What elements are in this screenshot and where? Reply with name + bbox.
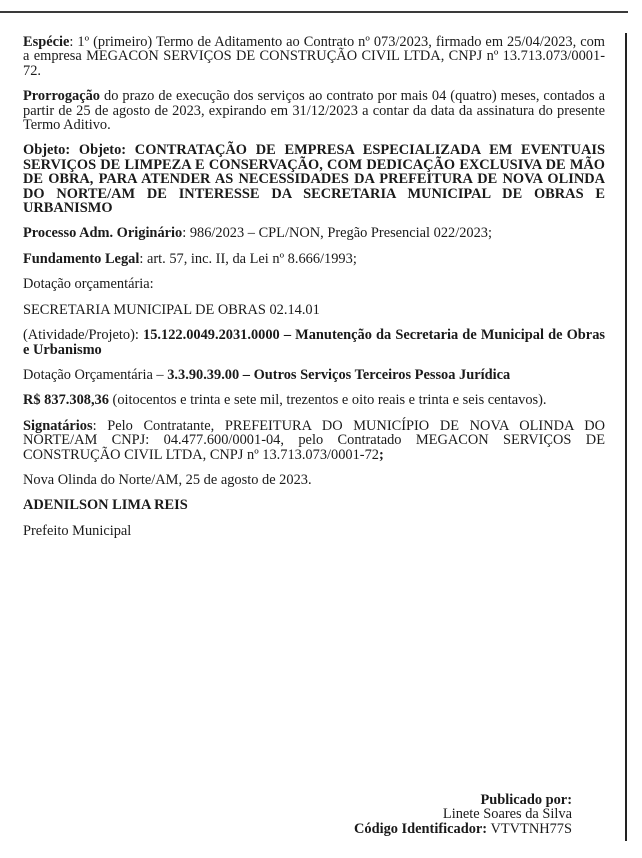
- processo-label: Processo Adm. Originário: [23, 225, 183, 242]
- publication-info: [354, 793, 572, 836]
- published-by-label: Publicado por:: [480, 792, 572, 808]
- fundamento-paragraph: [23, 252, 605, 266]
- prorrogacao-text: do prazo de execução dos serviços ao contrato por mais 04 (quatro) meses, contados a partir de 25 de agosto de 2023, expirando em 31/12/2023 a contar da data da assinatura do presente Termo Aditivo.: [23, 88, 605, 134]
- fundamento-text: : art. 57, inc. II, da Lei nº 8.666/1993;: [139, 250, 357, 267]
- top-divider: [0, 11, 628, 13]
- atividade-label: (Atividade/Projeto):: [23, 327, 144, 344]
- publisher-name: Linete Soares da Silva: [442, 806, 572, 823]
- atividade-value: 15.122.0049.2031.0000 – Manutenção da Secretaria de Municipal de Obras e Urbanismo: [23, 327, 605, 358]
- code-value: VTVTNH77S: [487, 820, 572, 837]
- document-body: [23, 35, 605, 549]
- signatarios-paragraph: [23, 419, 605, 462]
- dotacao-value: 3.3.90.39.00 – Outros Serviços Terceiros Pessoa Jurídica: [167, 366, 511, 383]
- code-label: Código Identificador:: [353, 820, 488, 837]
- dotacao-label: Dotação Orçamentária –: [23, 366, 168, 383]
- signatarios-end: ;: [378, 446, 384, 463]
- prorrogacao-label: Prorrogação: [23, 88, 100, 105]
- valor-paragraph: [23, 393, 605, 407]
- secretaria-line: SECRETARIA MUNICIPAL DE OBRAS 02.14.01: [23, 301, 320, 318]
- especie-text: : 1º (primeiro) Termo de Aditamento ao Contrato nº 073/2023, firmado em 25/04/2023, com a empresa MEGACON SERVIÇOS DE CONSTRUÇÃO CIVIL LTDA, CNPJ nº 13.713.073/0001-72.: [23, 34, 605, 79]
- dotacao-paragraph: [23, 368, 605, 382]
- processo-paragraph: [23, 226, 605, 240]
- fundamento-label: Fundamento Legal: [23, 250, 140, 267]
- code-line: [354, 822, 572, 836]
- especie-paragraph: [23, 35, 605, 78]
- atividade-paragraph: [23, 328, 605, 357]
- prorrogacao-paragraph: [23, 89, 605, 132]
- dotacao-heading: Dotação orçamentária:: [23, 276, 154, 293]
- signer-title: Prefeito Municipal: [23, 522, 132, 539]
- especie-label: Espécie: [23, 34, 70, 50]
- column-divider: [625, 33, 627, 841]
- signatarios-label: Signatários: [23, 417, 93, 434]
- valor-amount: R$ 837.308,36: [23, 392, 109, 409]
- objeto-paragraph: Objeto: Objeto: CONTRATAÇÃO DE EMPRESA ESPECIALIZADA EM EVENTUAIS SERVIÇOS DE LIMPEZA E CONSERVAÇÃO, COM DEDICAÇÃO EXCLUSIVA DE MÃO DE OBRA, PARA ATENDER AS NECESSIDADES DA PREFEITURA DE NOVA OLINDA DO NORTE/AM DE INTERESSE DA SECRETARIA MUNICIPAL DE OBRAS E URBANISMO: [23, 142, 605, 217]
- signer-name: ADENILSON LIMA REIS: [23, 497, 188, 514]
- processo-text: : 986/2023 – CPL/NON, Pregão Presencial 022/2023;: [182, 225, 492, 242]
- valor-text: (oitocentos e trinta e sete mil, trezentos e oito reais e trinta e seis centavos).: [108, 392, 547, 409]
- local-data: Nova Olinda do Norte/AM, 25 de agosto de 2023.: [23, 471, 312, 488]
- signatarios-text: : Pelo Contratante, PREFEITURA DO MUNICÍPIO DE NOVA OLINDA DO NORTE/AM CNPJ: 04.477.600/0001-04, pelo Contratado MEGACON SERVIÇOS DE CONSTRUÇÃO CIVIL LTDA, CNPJ nº 13.713.073/0001-72: [23, 417, 605, 463]
